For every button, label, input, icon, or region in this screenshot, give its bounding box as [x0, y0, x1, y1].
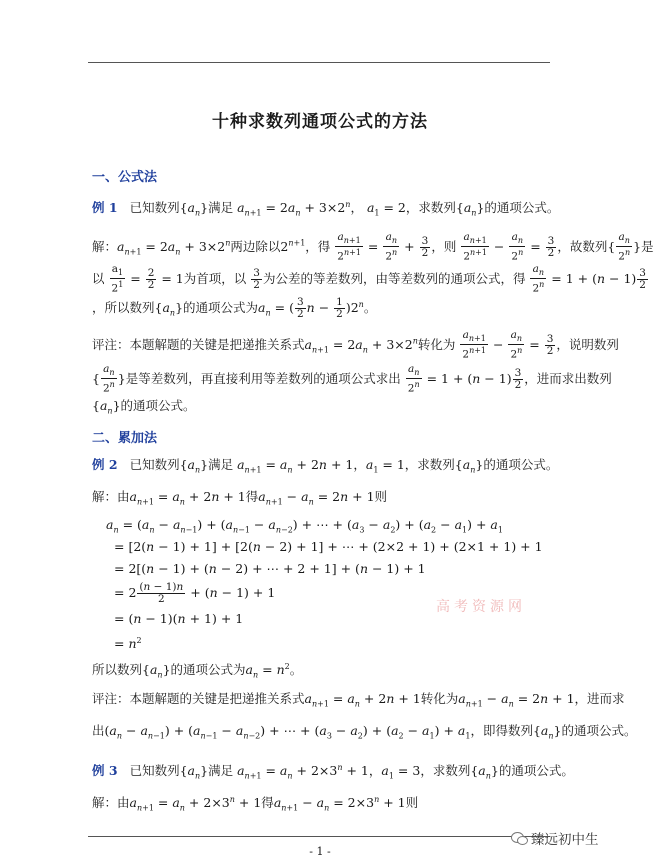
derivation-line-5: = (n − 1)(n + 1) + 1 — [114, 611, 244, 626]
solution-1-line-3: ，所以数列$\{a_n\}$的通项公式为$a_n$ = ( $\frac{3}{2}$ n − $\frac{1}{2}$ )2$^n$。 — [92, 296, 377, 321]
top-rule — [88, 62, 550, 63]
comment-2-line-2: 出$(a_n - a_{n-1}) + (a_{n-1} - a_{n-2})$ + ⋯ + $(a_3 - a_2) + (a_2 - a_1) + a_1$，即得数列$\{a_n\}$的通项公式。 — [92, 723, 637, 741]
example-3: 例 3 已知数列$\{a_n\}$满足 $a_{n+1} = a_n + 2\times 3^n + 1$，$a_1 = 3$，求数列$\{a_n\}$的通项公式。 — [92, 763, 574, 781]
example-1: 例 1 已知数列$\{a_n\}$满足 $a_{n+1} = 2a_n + 3\times 2^n$， $a_1 = 2$，求数列$\{a_n\}$的通项公式。 — [92, 200, 560, 218]
solution-2-intro: 解：由$a_{n+1} = a_n + 2n + 1$得$a_{n+1} - a_n = 2n + 1$则 — [92, 489, 388, 507]
comment-1-line-1: 评注：本题解题的关键是把递推关系式$a_{n+1} = 2a_n + 3\times 2^n$转化为 $\frac{a_{n+1}}{2^{n+1}}$ − $\frac{a_n}{2^n}$ = $\frac{3}{2}$ ，说明数列 — [92, 329, 619, 361]
solution-1-line-1: 解：$a_{n+1} = 2a_n + 3\times 2^n$两边除以$2^{n+1}$，得 $\frac{a_{n+1}}{2^{n+1}}$ = $\frac{a_n}{2^n}$ + $\frac{3}{2}$ ，则 $\frac{a_{n+1}}{2^{n+1}}$ − $\frac{a_n}{2^n}$ = $\frac{3}{2}$ ，故数列{ $\frac{a_n}{2^n}$ }是 — [92, 231, 654, 263]
example-2: 例 2 已知数列$\{a_n\}$满足 $a_{n+1} = a_n + 2n + 1$，$a_1 = 1$，求数列$\{a_n\}$的通项公式。 — [92, 457, 559, 475]
solution-1-line-2: 以 $\frac{a_1}{2^1}$ = $\frac{2}{2}$ = 1为首项，以 $\frac{3}{2}$ 为公差的等差数列，由等差数列的通项公式，得 $\frac{a_n}{2^n}$ = 1 + (n − 1) $\frac{3}{2}$ — [92, 263, 646, 295]
watermark: 高考资源网 — [436, 599, 526, 615]
solution-2-result: 所以数列$\{a_n\}$的通项公式为$a_n = n^2$。 — [92, 662, 303, 680]
page-title: 十种求数列通项公式的方法 — [212, 112, 428, 132]
derivation-line-6: = $n^2$ — [114, 636, 142, 652]
comment-1-line-3: $\{a_n\}$的通项公式。 — [92, 398, 196, 416]
derivation-line-3: = 2[(n − 1) + (n − 2) + ⋯ + 2 + 1] + (n − 1) + 1 — [114, 561, 426, 576]
comment-1-line-2: { $\frac{a_n}{2^n}$ }是等差数列，再直接利用等差数列的通项公式求出 $\frac{a_n}{2^n}$ = 1 + (n − 1) $\frac{3}{2}$ ，进而求出数列 — [92, 363, 612, 395]
bottom-rule — [88, 836, 550, 837]
derivation-line-1: $a_n = (a_n - a_{n-1}) + (a_{n-1} - a_{n-2})$ + ⋯ + $(a_3 - a_2) + (a_2 - a_1) + a_1$ — [106, 517, 503, 535]
section-heading-2: 二、累加法 — [92, 431, 158, 446]
wechat-icon — [511, 832, 527, 845]
brand-name: 臻远初中生 — [531, 832, 599, 848]
comment-2-line-1: 评注：本题解题的关键是把递推关系式$a_{n+1} = a_n + 2n + 1$转化为$a_{n+1} - a_n = 2n + 1$，进而求 — [92, 691, 625, 709]
page-number: - 1 - — [309, 845, 331, 858]
section-heading-1: 一、公式法 — [92, 170, 158, 185]
derivation-line-2: = [2(n − 1) + 1] + [2(n − 2) + 1] + ⋯ + (2×2 + 1) + (2×1 + 1) + 1 — [114, 539, 543, 554]
derivation-line-4: = 2 $\frac{(n - 1)n}{2}$ + (n − 1) + 1 — [114, 581, 276, 605]
solution-3-intro: 解：由$a_{n+1} = a_n + 2\times 3^n + 1$得$a_{n+1} - a_n = 2\times 3^n + 1$则 — [92, 795, 419, 813]
